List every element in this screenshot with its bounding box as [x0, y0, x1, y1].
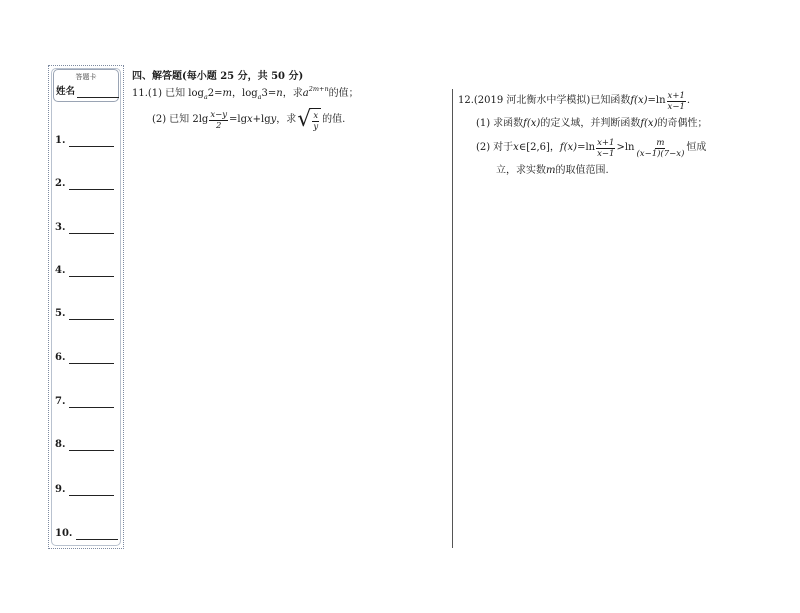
- power-base: a: [302, 88, 309, 99]
- column-divider: [452, 89, 453, 548]
- function-expression: f(x): [640, 118, 658, 129]
- part-label: (2): [152, 114, 167, 125]
- question-number: 12.: [458, 95, 474, 106]
- fraction-numerator: x+1: [597, 137, 615, 148]
- q12-part2-continued: [496, 161, 609, 181]
- fraction: [209, 110, 228, 131]
- text-segment: 立，求实数: [496, 165, 546, 176]
- answer-blank: [69, 441, 114, 451]
- answer-blank: [69, 398, 114, 408]
- part-label: (1): [476, 118, 491, 129]
- fraction-denominator: x−1: [597, 148, 615, 159]
- fraction-numerator: x−y: [210, 109, 228, 120]
- answer-number: 10.: [55, 528, 73, 539]
- text-segment: 求函数: [493, 118, 524, 129]
- square-root: [297, 108, 321, 132]
- text-segment: 的值.: [322, 114, 346, 125]
- radicand: [310, 108, 321, 132]
- question-number: 11.: [132, 88, 148, 99]
- q12-stem: [458, 91, 690, 111]
- fraction-denominator: x−1: [667, 101, 685, 112]
- function-expression: f(x): [559, 142, 578, 153]
- radical-sign: √: [297, 107, 312, 132]
- italic-variable: m: [222, 88, 233, 99]
- answer-row: [55, 439, 114, 451]
- fraction: [667, 91, 686, 112]
- answer-blank: [69, 354, 114, 364]
- answer-number: 4.: [55, 265, 66, 276]
- text-segment: =lg: [229, 114, 248, 125]
- italic-variable: y: [270, 114, 277, 125]
- answer-number: 9.: [55, 484, 66, 495]
- answer-number: 5.: [55, 308, 66, 319]
- italic-variable: n: [276, 88, 283, 99]
- section-note: (每小题 25 分，共 50 分): [182, 71, 304, 82]
- answer-blank: [69, 224, 114, 234]
- answer-row: [55, 528, 118, 540]
- answer-row: [55, 396, 114, 408]
- fraction-numerator: m: [656, 137, 665, 148]
- text-segment: 的取值范围.: [555, 165, 609, 176]
- answer-blank: [69, 180, 114, 190]
- text-segment: .: [686, 95, 691, 106]
- answer-blank: [69, 267, 114, 277]
- fraction-numerator: x: [313, 110, 319, 121]
- answer-blank: [76, 530, 118, 540]
- q12-part2: [476, 138, 706, 158]
- answer-number: 6.: [55, 352, 66, 363]
- part-label: (2): [476, 142, 491, 153]
- text-segment: 恒成: [686, 142, 707, 153]
- answer-card: [48, 65, 124, 549]
- text-segment: ，求: [276, 114, 297, 125]
- text-segment: >ln: [616, 142, 635, 153]
- answer-row: [55, 135, 114, 147]
- text-segment: +lg: [252, 114, 271, 125]
- q12-part1: [476, 114, 707, 134]
- text-segment: 2=: [207, 88, 223, 99]
- fraction: [596, 138, 615, 159]
- answer-number: 8.: [55, 439, 66, 450]
- text-segment: =ln: [647, 95, 666, 106]
- italic-variable: m: [546, 165, 556, 176]
- text-segment: 3=: [261, 88, 277, 99]
- part-label: (1): [147, 88, 163, 99]
- answer-row: [55, 222, 114, 234]
- name-label: 姓名: [56, 86, 76, 97]
- fraction-denominator: y: [313, 121, 319, 132]
- text-segment: 的奇偶性；: [657, 118, 708, 129]
- name-row: [56, 86, 119, 98]
- fraction-numerator: x+1: [667, 90, 685, 101]
- text-segment: ，求: [282, 88, 303, 99]
- answer-row: [55, 484, 114, 496]
- answer-card-header: [53, 69, 119, 102]
- answer-blank: [69, 137, 114, 147]
- answer-number: 3.: [55, 222, 66, 233]
- text-segment: 的值；: [328, 88, 359, 99]
- function-expression: f(x): [630, 95, 648, 106]
- subscript: a: [257, 93, 262, 101]
- answer-blank: [69, 486, 114, 496]
- answer-number: 2.: [55, 178, 66, 189]
- fraction-denominator: 2: [215, 120, 222, 131]
- fraction: [312, 111, 319, 132]
- text-segment: 已知 2lg: [169, 114, 209, 125]
- superscript: 2m+n: [308, 85, 329, 93]
- name-blank: [77, 88, 119, 98]
- subscript: a: [203, 93, 208, 101]
- answer-number: 7.: [55, 396, 66, 407]
- text-segment: 的定义域，并判断函数: [540, 118, 641, 129]
- fraction: [635, 138, 685, 159]
- text-segment: 已知 log: [165, 88, 204, 99]
- italic-variable: x: [247, 114, 253, 125]
- q11-part1: [132, 84, 359, 104]
- answer-row: [55, 178, 114, 190]
- answer-blank: [69, 310, 114, 320]
- answer-row: [55, 265, 114, 277]
- q11-part2: [152, 107, 346, 132]
- question-source: (2019 河北衡水中学模拟): [473, 95, 591, 106]
- function-expression: f(x): [523, 118, 541, 129]
- text-segment: =ln: [577, 142, 596, 153]
- section-title: 四、解答题: [132, 71, 182, 82]
- text-segment: 对于: [493, 142, 514, 153]
- text-segment: ∈[2,6]，: [518, 142, 560, 153]
- answer-row: [55, 352, 114, 364]
- answer-card-title: 答题卡: [75, 73, 97, 81]
- answer-number: 1.: [55, 135, 66, 146]
- fraction-denominator: (x−1)(7−x): [636, 148, 685, 159]
- text-segment: 已知函数: [590, 95, 631, 106]
- italic-variable: x: [513, 142, 519, 153]
- answer-row: [55, 308, 114, 320]
- text-segment: ，log: [232, 88, 258, 99]
